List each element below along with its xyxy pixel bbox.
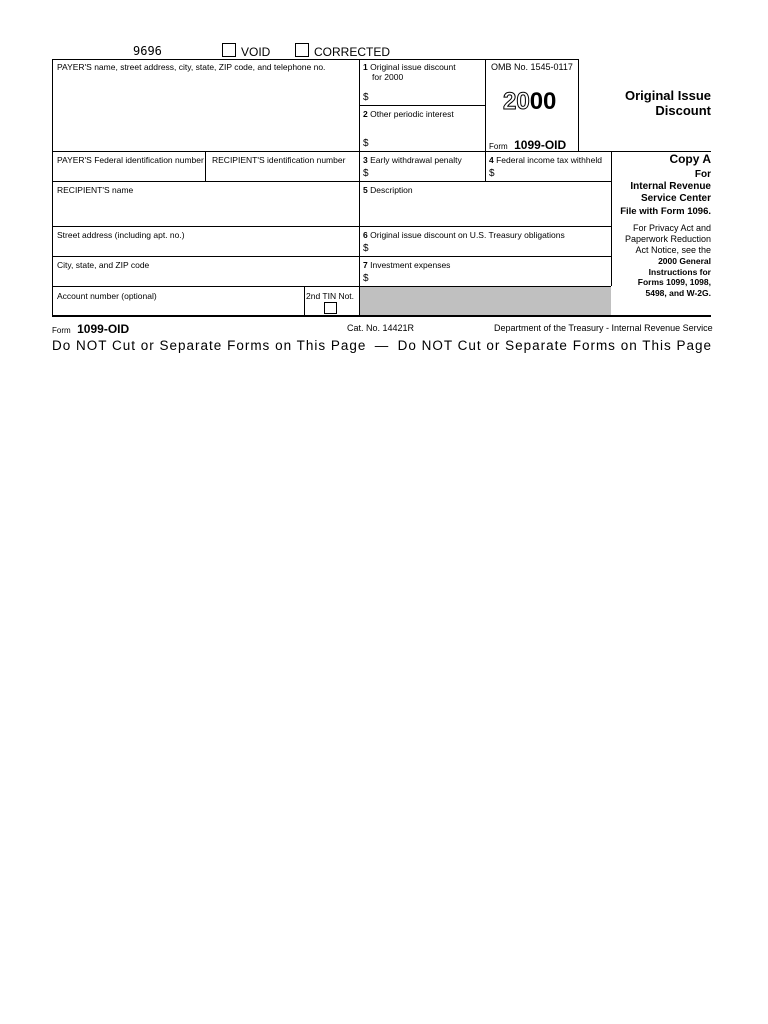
footer-form-block <box>52 320 129 338</box>
box6-label <box>363 230 565 240</box>
copy-file-with: File with Form 1096. <box>620 206 711 217</box>
payer-fed-id-label: PAYER'S Federal identification number <box>57 155 204 165</box>
form-top-border <box>52 59 578 60</box>
box6-text: Original issue discount on U.S. Treasury obligations <box>370 230 565 240</box>
shaded-area <box>360 287 611 315</box>
corrected-checkbox[interactable] <box>295 43 309 57</box>
catalog-number: Cat. No. 14421R <box>347 323 415 333</box>
footer-form-word: Form <box>52 326 71 335</box>
copy-irs-line2: Service Center <box>640 193 711 204</box>
line-row2-bottom <box>52 181 611 182</box>
box3-field[interactable] <box>372 165 482 180</box>
line-row4-bottom <box>52 256 611 257</box>
department-label: Department of the Treasury - Internal Revenue Service <box>494 323 713 333</box>
tax-year <box>503 89 556 115</box>
box3-label <box>363 155 462 165</box>
do-not-cut-notice <box>52 338 712 353</box>
line-row3-bottom <box>52 226 611 227</box>
box7-dollar: $ <box>363 273 369 284</box>
privacy-line3: Act Notice, see the <box>635 245 711 255</box>
notice-left: Do NOT Cut or Separate Forms on This Page <box>52 338 367 353</box>
form-title-line1: Original Issue <box>625 88 711 103</box>
recipient-name-field[interactable] <box>53 196 358 225</box>
divider-tin <box>304 286 305 316</box>
box7-label <box>363 260 450 270</box>
box3-text: Early withdrawal penalty <box>370 155 462 165</box>
footer-form-name: 1099-OID <box>77 322 130 336</box>
recipient-id-field[interactable] <box>206 165 358 180</box>
box6-number: 6 <box>363 230 368 240</box>
box4-field[interactable] <box>498 165 608 180</box>
box1-text: Original issue discount <box>370 62 456 72</box>
box2-label <box>363 109 454 119</box>
line-box1-box2 <box>359 105 485 106</box>
form-word: Form <box>489 142 508 151</box>
box1-number: 1 <box>363 62 368 72</box>
box1-field[interactable] <box>372 86 482 104</box>
box7-field[interactable] <box>372 270 608 285</box>
box4-text: Federal income tax withheld <box>496 155 602 165</box>
instructions-line1: 2000 General <box>658 256 711 266</box>
privacy-line2: Paperwork Reduction <box>624 234 711 244</box>
notice-right: Do NOT Cut or Separate Forms on This Page <box>397 338 712 353</box>
instructions-line3: Forms 1099, 1098, <box>637 277 711 287</box>
tax-year-outline: 20 <box>503 88 530 115</box>
form-bottom-border <box>52 315 711 317</box>
copy-a-label: Copy A <box>669 152 711 166</box>
copy-for-label: For <box>694 169 711 180</box>
box4-dollar: $ <box>489 168 495 179</box>
box7-number: 7 <box>363 260 368 270</box>
second-tin-label: 2nd TIN Not. <box>306 291 355 301</box>
payer-name-label: PAYER'S name, street address, city, state, ZIP code, and telephone no. <box>57 62 326 72</box>
city-state-zip-field[interactable] <box>53 270 358 285</box>
box2-dollar: $ <box>363 138 369 149</box>
box1-dollar: $ <box>363 92 369 103</box>
form-name: 1099-OID <box>514 138 567 152</box>
box7-text: Investment expenses <box>370 260 451 270</box>
recipient-name-label: RECIPIENT'S name <box>57 185 134 195</box>
divider-col-right <box>578 59 579 151</box>
void-label: VOID <box>241 45 271 59</box>
street-address-label: Street address (including apt. no.) <box>57 230 185 240</box>
street-address-field[interactable] <box>53 240 358 255</box>
tax-year-bold: 00 <box>529 88 557 115</box>
box3-dollar: $ <box>363 168 369 179</box>
box5-field[interactable] <box>360 196 610 225</box>
box2-field[interactable] <box>372 132 482 150</box>
instructions-line4: 5498, and W-2G. <box>645 288 711 298</box>
divider-col-omb <box>485 59 486 181</box>
divider-col-mid <box>359 59 360 316</box>
privacy-line1: For Privacy Act and <box>632 223 711 233</box>
form-title-line2: Discount <box>655 103 711 118</box>
box1-label <box>363 62 456 72</box>
account-number-field[interactable] <box>53 301 303 314</box>
payer-name-field[interactable] <box>53 72 358 150</box>
box2-number: 2 <box>363 109 368 119</box>
box4-label <box>489 155 602 165</box>
box3-number: 3 <box>363 155 368 165</box>
copy-irs-line1: Internal Revenue <box>630 181 711 192</box>
box5-number: 5 <box>363 185 368 195</box>
box5-text: Description <box>370 185 413 195</box>
box6-dollar: $ <box>363 243 369 254</box>
box5-label <box>363 185 413 195</box>
box2-text: Other periodic interest <box>370 109 454 119</box>
account-number-label: Account number (optional) <box>57 291 157 301</box>
payer-fed-id-field[interactable] <box>53 165 204 180</box>
form-code: 9696 <box>133 44 162 58</box>
city-state-zip-label: City, state, and ZIP code <box>57 260 150 270</box>
box4-number: 4 <box>489 155 494 165</box>
instructions-line2: Instructions for <box>648 267 711 277</box>
notice-dash: — <box>374 338 390 353</box>
omb-number: OMB No. 1545-0117 <box>491 62 573 72</box>
box1-label-line2: for 2000 <box>372 72 404 82</box>
second-tin-checkbox[interactable] <box>324 302 337 314</box>
void-checkbox[interactable] <box>222 43 236 57</box>
box6-field[interactable] <box>372 240 608 255</box>
recipient-id-label: RECIPIENT'S identification number <box>212 155 346 165</box>
corrected-label: CORRECTED <box>314 45 391 59</box>
form-name-block <box>489 136 566 154</box>
